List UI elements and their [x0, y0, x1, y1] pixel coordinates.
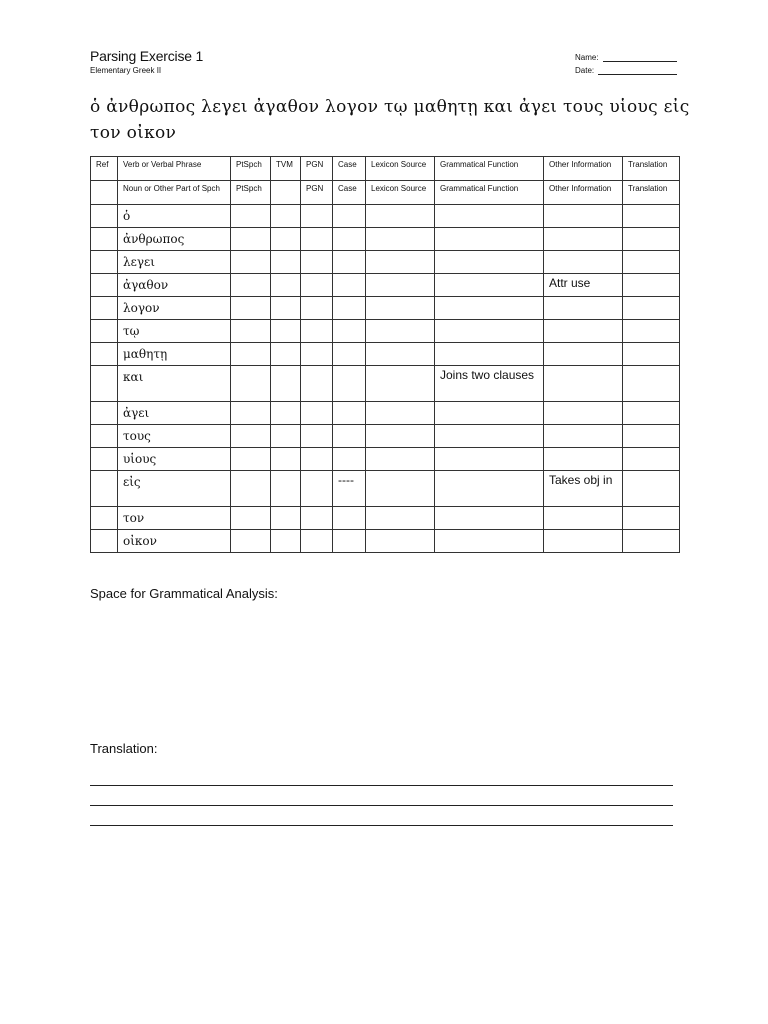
cell-ptspch[interactable]	[231, 402, 271, 425]
course-subtitle: Elementary Greek II	[90, 66, 162, 75]
analysis-label: Space for Grammatical Analysis:	[90, 586, 278, 601]
cell-lexicon[interactable]	[366, 448, 435, 471]
cell-ref[interactable]	[91, 297, 118, 320]
cell-lexicon[interactable]	[366, 205, 435, 228]
cell-ref[interactable]	[91, 530, 118, 553]
cell-pgn[interactable]	[301, 205, 333, 228]
cell-ptspch[interactable]	[231, 320, 271, 343]
header-other: Other Information	[544, 181, 623, 205]
cell-pgn[interactable]	[301, 343, 333, 366]
table-row	[91, 228, 680, 251]
cell-pgn[interactable]	[301, 297, 333, 320]
cell-tvm[interactable]	[271, 425, 301, 448]
date-label: Date:	[575, 66, 595, 75]
cell-lexicon[interactable]	[366, 425, 435, 448]
cell-case[interactable]	[333, 320, 366, 343]
cell-translation[interactable]	[623, 274, 680, 297]
cell-ref[interactable]	[91, 251, 118, 274]
cell-translation[interactable]	[623, 530, 680, 553]
cell-ref[interactable]	[91, 228, 118, 251]
cell-function[interactable]	[435, 251, 544, 274]
header-function: Grammatical Function	[435, 181, 544, 205]
cell-other[interactable]	[544, 251, 623, 274]
cell-tvm[interactable]	[271, 471, 301, 507]
cell-lexicon[interactable]	[366, 320, 435, 343]
cell-case[interactable]	[333, 507, 366, 530]
cell-pgn[interactable]	[301, 507, 333, 530]
cell-ptspch[interactable]	[231, 530, 271, 553]
table-row	[91, 297, 680, 320]
table-row	[91, 507, 680, 530]
cell-ref[interactable]	[91, 471, 118, 507]
cell-ptspch[interactable]	[231, 251, 271, 274]
cell-word: λογον	[118, 297, 231, 320]
cell-word: τον	[118, 507, 231, 530]
cell-case[interactable]	[333, 343, 366, 366]
cell-word: τους	[118, 425, 231, 448]
cell-translation[interactable]	[623, 205, 680, 228]
cell-ptspch[interactable]	[231, 343, 271, 366]
cell-ptspch[interactable]	[231, 471, 271, 507]
cell-ptspch[interactable]	[231, 366, 271, 402]
cell-function[interactable]	[435, 320, 544, 343]
cell-other[interactable]	[544, 297, 623, 320]
cell-pgn[interactable]	[301, 471, 333, 507]
table-header-row	[91, 157, 680, 181]
cell-pgn[interactable]	[301, 274, 333, 297]
cell-word: ἀγαθον	[118, 274, 231, 297]
cell-translation[interactable]	[623, 228, 680, 251]
translation-line[interactable]	[90, 805, 673, 806]
cell-translation[interactable]	[623, 471, 680, 507]
cell-other[interactable]	[544, 320, 623, 343]
header-tvm: TVM	[271, 157, 301, 181]
cell-ref[interactable]	[91, 320, 118, 343]
cell-word: οἰκον	[118, 530, 231, 553]
table-row	[91, 471, 680, 507]
header-ptspch: PtSpch	[231, 181, 271, 205]
cell-other[interactable]: Takes obj in	[544, 471, 623, 507]
cell-ptspch[interactable]	[231, 507, 271, 530]
cell-lexicon[interactable]	[366, 530, 435, 553]
cell-ref[interactable]	[91, 425, 118, 448]
cell-other[interactable]: Attr use	[544, 274, 623, 297]
cell-tvm[interactable]	[271, 297, 301, 320]
cell-ref[interactable]	[91, 205, 118, 228]
header-pgn: PGN	[301, 157, 333, 181]
cell-case[interactable]	[333, 425, 366, 448]
cell-translation[interactable]	[623, 366, 680, 402]
cell-case[interactable]	[333, 530, 366, 553]
cell-function[interactable]	[435, 402, 544, 425]
cell-word: ὁ	[118, 205, 231, 228]
cell-ptspch[interactable]	[231, 297, 271, 320]
header-case: Case	[333, 157, 366, 181]
table-row	[91, 343, 680, 366]
cell-case[interactable]: ----	[333, 471, 366, 507]
table-row	[91, 366, 680, 402]
cell-translation[interactable]	[623, 251, 680, 274]
cell-ref[interactable]	[91, 274, 118, 297]
cell-word: μαθητῃ	[118, 343, 231, 366]
cell-tvm[interactable]	[271, 448, 301, 471]
table-row	[91, 320, 680, 343]
cell-ptspch[interactable]	[231, 274, 271, 297]
cell-word: ἀγει	[118, 402, 231, 425]
cell-other[interactable]	[544, 343, 623, 366]
cell-translation[interactable]	[623, 402, 680, 425]
table-row	[91, 402, 680, 425]
greek-sentence: ὁ ἀνθρωπος λεγει ἀγαθον λογον τῳ μαθητῃ και ἀγει τους υἱους εἰς τον οἰκον	[90, 97, 690, 143]
cell-case[interactable]	[333, 297, 366, 320]
cell-translation[interactable]	[623, 320, 680, 343]
table-row	[91, 205, 680, 228]
cell-other[interactable]	[544, 402, 623, 425]
header-verb: Verb or Verbal Phrase	[118, 157, 231, 181]
cell-tvm[interactable]	[271, 251, 301, 274]
cell-other[interactable]	[544, 205, 623, 228]
cell-word: ἀνθρωπος	[118, 228, 231, 251]
cell-lexicon[interactable]	[366, 228, 435, 251]
cell-other[interactable]	[544, 228, 623, 251]
cell-ptspch[interactable]	[231, 448, 271, 471]
cell-function[interactable]	[435, 507, 544, 530]
cell-translation[interactable]	[623, 297, 680, 320]
cell-other[interactable]	[544, 366, 623, 402]
header-translation: Translation	[623, 181, 680, 205]
header-function: Grammatical Function	[435, 157, 544, 181]
cell-pgn[interactable]	[301, 530, 333, 553]
cell-case[interactable]	[333, 448, 366, 471]
cell-ptspch[interactable]	[231, 425, 271, 448]
cell-tvm[interactable]	[271, 228, 301, 251]
cell-lexicon[interactable]	[366, 366, 435, 402]
cell-case[interactable]	[333, 205, 366, 228]
cell-ptspch[interactable]	[231, 205, 271, 228]
cell-function[interactable]	[435, 425, 544, 448]
header-ref: Ref	[91, 157, 118, 181]
date-field[interactable]	[575, 66, 677, 75]
page-title: Parsing Exercise 1	[90, 48, 204, 64]
cell-lexicon[interactable]	[366, 507, 435, 530]
header-lexicon: Lexicon Source	[366, 157, 435, 181]
cell-translation[interactable]	[623, 425, 680, 448]
cell-other[interactable]	[544, 507, 623, 530]
cell-case[interactable]	[333, 402, 366, 425]
table-row	[91, 251, 680, 274]
cell-pgn[interactable]	[301, 251, 333, 274]
table-row	[91, 530, 680, 553]
translation-line[interactable]	[90, 825, 673, 826]
cell-pgn[interactable]	[301, 402, 333, 425]
cell-function[interactable]	[435, 343, 544, 366]
cell-lexicon[interactable]	[366, 402, 435, 425]
cell-ref[interactable]	[91, 402, 118, 425]
cell-lexicon[interactable]	[366, 297, 435, 320]
header-case: Case	[333, 181, 366, 205]
cell-translation[interactable]	[623, 343, 680, 366]
cell-other[interactable]	[544, 530, 623, 553]
cell-tvm[interactable]	[271, 366, 301, 402]
header-ref	[91, 181, 118, 205]
cell-tvm[interactable]	[271, 320, 301, 343]
cell-word: υἱους	[118, 448, 231, 471]
cell-function[interactable]	[435, 297, 544, 320]
cell-lexicon[interactable]	[366, 251, 435, 274]
cell-function[interactable]	[435, 205, 544, 228]
cell-pgn[interactable]	[301, 425, 333, 448]
cell-pgn[interactable]	[301, 366, 333, 402]
table-row	[91, 448, 680, 471]
cell-word: και	[118, 366, 231, 402]
cell-tvm[interactable]	[271, 205, 301, 228]
cell-lexicon[interactable]	[366, 343, 435, 366]
cell-ref[interactable]	[91, 366, 118, 402]
header-tvm	[271, 181, 301, 205]
cell-ref[interactable]	[91, 343, 118, 366]
header-verb: Noun or Other Part of Spch	[118, 181, 231, 205]
header-pgn: PGN	[301, 181, 333, 205]
cell-tvm[interactable]	[271, 530, 301, 553]
table-header-row	[91, 181, 680, 205]
cell-case[interactable]	[333, 366, 366, 402]
date-line[interactable]	[598, 66, 677, 75]
table-row	[91, 274, 680, 297]
cell-case[interactable]	[333, 251, 366, 274]
cell-translation[interactable]	[623, 448, 680, 471]
translation-label: Translation:	[90, 741, 158, 756]
cell-ptspch[interactable]	[231, 228, 271, 251]
cell-case[interactable]	[333, 228, 366, 251]
cell-ref[interactable]	[91, 507, 118, 530]
cell-lexicon[interactable]	[366, 471, 435, 507]
cell-tvm[interactable]	[271, 274, 301, 297]
name-label: Name:	[575, 53, 599, 62]
header-lexicon: Lexicon Source	[366, 181, 435, 205]
cell-other[interactable]	[544, 448, 623, 471]
cell-function[interactable]	[435, 448, 544, 471]
cell-word: λεγει	[118, 251, 231, 274]
cell-function[interactable]	[435, 274, 544, 297]
cell-tvm[interactable]	[271, 507, 301, 530]
cell-word: τῳ	[118, 320, 231, 343]
name-field[interactable]	[575, 53, 677, 62]
cell-function[interactable]	[435, 471, 544, 507]
cell-pgn[interactable]	[301, 320, 333, 343]
cell-tvm[interactable]	[271, 343, 301, 366]
cell-pgn[interactable]	[301, 228, 333, 251]
cell-case[interactable]	[333, 274, 366, 297]
cell-lexicon[interactable]	[366, 274, 435, 297]
name-line[interactable]	[603, 53, 677, 62]
cell-pgn[interactable]	[301, 448, 333, 471]
table-row	[91, 425, 680, 448]
cell-function[interactable]	[435, 530, 544, 553]
cell-function[interactable]: Joins two clauses	[435, 366, 544, 402]
cell-other[interactable]	[544, 425, 623, 448]
cell-ref[interactable]	[91, 448, 118, 471]
cell-word: εἰς	[118, 471, 231, 507]
cell-translation[interactable]	[623, 507, 680, 530]
header-translation: Translation	[623, 157, 680, 181]
cell-tvm[interactable]	[271, 402, 301, 425]
header-other: Other Information	[544, 157, 623, 181]
parsing-table	[90, 156, 680, 553]
translation-line[interactable]	[90, 785, 673, 786]
header-ptspch: PtSpch	[231, 157, 271, 181]
cell-function[interactable]	[435, 228, 544, 251]
